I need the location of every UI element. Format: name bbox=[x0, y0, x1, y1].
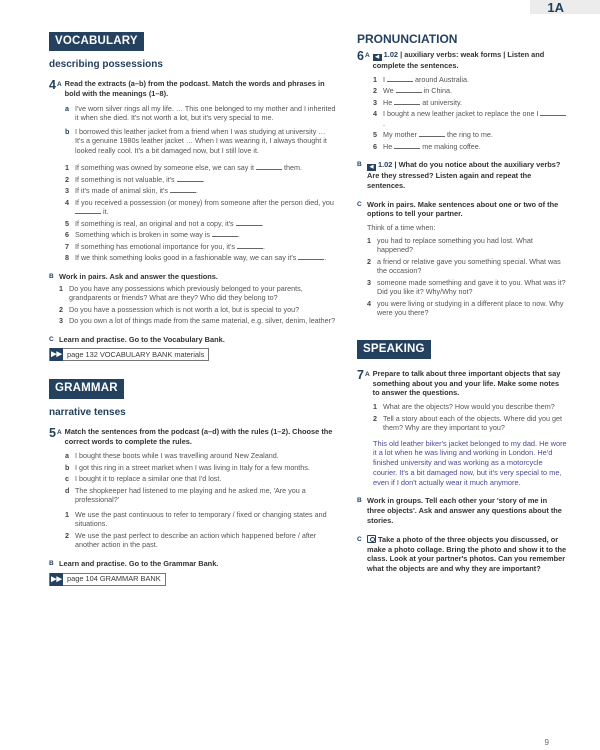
forward-arrow-icon: ▶▶ bbox=[50, 348, 63, 361]
extracts bbox=[49, 104, 336, 156]
right-column bbox=[357, 32, 567, 574]
answer-blank[interactable] bbox=[75, 207, 101, 214]
listening-sentences bbox=[357, 75, 567, 152]
forward-arrow-icon: ▶▶ bbox=[50, 573, 63, 586]
answer-blank[interactable] bbox=[212, 230, 238, 237]
option-item: 2 a friend or relative gave you something special. What was the occasion? bbox=[367, 256, 561, 276]
meaning-item: 6 Something which is broken in some way is . bbox=[65, 230, 241, 240]
exercise-6a: 6 A ◀ 1.02 | auxiliary verbs: weak forms | Listen and complete the sentences. bbox=[357, 48, 545, 70]
meaning-item: 4 If you received a possession (or money) from someone after the person died, you it. bbox=[65, 197, 334, 217]
options-list bbox=[357, 236, 567, 318]
exercise-number: 4 bbox=[49, 78, 56, 93]
sentence-item: a I bought these boots while I was travelling around New Zealand. bbox=[65, 451, 279, 461]
answer-blank[interactable] bbox=[177, 175, 203, 182]
exercise-4a bbox=[49, 79, 336, 99]
audio-speaker-icon[interactable]: ◀ bbox=[373, 54, 382, 61]
camera-icon bbox=[367, 535, 376, 543]
sentence-item: b I got this ring in a street market when I was living in Italy for a few months. bbox=[65, 462, 310, 472]
audio-speaker-icon[interactable]: ◀ bbox=[367, 164, 376, 171]
answer-blank[interactable] bbox=[396, 86, 422, 93]
answer-blank[interactable] bbox=[170, 186, 196, 193]
question-item: 3 Do you own a lot of things made from the same material, e.g. silver, denim, leather? bbox=[59, 316, 336, 326]
exercise-7a: 7 A Prepare to talk about three important objects that say something about you and your life. Make some notes to answer the questions. bbox=[357, 367, 561, 398]
meaning-item: 7 If something has emotional importance for you, it's . bbox=[65, 241, 265, 251]
answer-blank[interactable] bbox=[387, 75, 413, 82]
answer-blank[interactable] bbox=[394, 142, 420, 149]
speaking-banner: SPEAKING bbox=[357, 340, 431, 359]
answer-blank[interactable] bbox=[237, 242, 263, 249]
unit-label: 1A bbox=[547, 0, 564, 15]
answer-blank[interactable] bbox=[419, 130, 445, 137]
extract-a: a I've worn silver rings all my life. … This one belonged to my mother and I inherited it when she died. It's not worth a lot, but it's very special to me. bbox=[65, 103, 336, 123]
answer-blank[interactable] bbox=[394, 98, 420, 105]
listening-item: 4 I bought a new leather jacket to replace the one I . bbox=[373, 109, 567, 128]
exercise-letter: A bbox=[56, 81, 62, 89]
sentence-item: d The shopkeeper had listened to me playing and he asked me, 'Are you a professional?' bbox=[65, 485, 306, 505]
meaning-item: 1 If something was owned by someone else, we can say it them. bbox=[65, 163, 302, 173]
option-item: 4 you were living or studying in a different place to now. Why were you there? bbox=[367, 298, 564, 318]
questions-list bbox=[49, 284, 336, 326]
grammar-subhead: narrative tenses bbox=[49, 406, 126, 418]
meaning-item: 5 If something is real, an original and not a copy, it's . bbox=[65, 218, 264, 228]
vocabulary-banner: VOCABULARY bbox=[49, 32, 144, 51]
vocabulary-bank-ref: page 132 VOCABULARY BANK materials bbox=[67, 350, 205, 360]
extract-b: b I borrowed this leather jacket from a friend when I was studying at university … It's a genuine 1980s leather jacket … When I was wearing it, I always thought it looked really cool. It's a bit damaged now, but I still love it. bbox=[65, 126, 327, 155]
listening-item: 5 My mother the ring to me. bbox=[373, 130, 493, 140]
exercise-4b: B Work in pairs. Ask and answer the questions. bbox=[49, 271, 218, 281]
option-item: 1 you had to replace something you had lost. What happened? bbox=[367, 235, 533, 255]
top-bar bbox=[0, 0, 600, 14]
listening-item: 6 He me making coffee. bbox=[373, 141, 481, 151]
exercise-instruction: Read the extracts (a–b) from the podcast. Match the words and phrases in bold with the meanings (1–8). bbox=[64, 79, 325, 99]
prep-item: 1 What are the objects? How would you describe them? bbox=[373, 402, 555, 412]
prep-item: 2 Tell a story about each of the objects. Where did you get them? Why are they important to you? bbox=[373, 413, 562, 433]
exercise-7c: C Take a photo of the three objects you discussed, or make a photo collage. Bring the photo and show it to the class. Look at your partner's photos. Can you remember what the objects are and why they are important? bbox=[357, 534, 567, 574]
grammar-banner: GRAMMAR bbox=[49, 379, 124, 398]
podcast-sentences bbox=[49, 451, 336, 505]
exercise-6c: C Work in pairs. Make sentences about one or two of the options to tell your partner. bbox=[357, 199, 559, 219]
left-column bbox=[49, 32, 336, 586]
sentence-item: c I bought it to replace a similar one that I'd lost. bbox=[65, 474, 222, 484]
meanings-list bbox=[49, 163, 336, 263]
meaning-item: 8 If we think something looks good in a fashionable way, we can say it's . bbox=[65, 253, 327, 263]
rule-item: 2 We use the past perfect to describe an action which happened before / after another action in the past. bbox=[65, 530, 317, 550]
answer-blank[interactable] bbox=[236, 219, 262, 226]
answer-blank[interactable] bbox=[256, 163, 282, 170]
exercise-4c: C Learn and practise. Go to the Vocabulary Bank. bbox=[49, 334, 225, 344]
think-lead: Think of a time when: bbox=[367, 223, 436, 233]
question-item: 2 Do you have a possession which is not worth a lot, but is special to you? bbox=[59, 304, 300, 314]
meaning-item: 3 If it's made of animal skin, it's . bbox=[65, 186, 199, 196]
grammar-bank-link[interactable] bbox=[49, 573, 166, 586]
listening-item: 2 We in China. bbox=[373, 86, 453, 96]
meaning-item: 2 If something is not valuable, it's . bbox=[65, 174, 205, 184]
rule-item: 1 We use the past continuous to refer to temporary / fixed or changing states and situations. bbox=[65, 509, 327, 529]
answer-blank[interactable] bbox=[540, 109, 566, 116]
grammar-rules bbox=[49, 510, 336, 550]
exercise-5b: B Learn and practise. Go to the Grammar Bank. bbox=[49, 558, 219, 568]
sample-answer: This old leather biker's jacket belonged to my dad. He wore it a lot when he was living and working in London. He'd finished university and was working as a motorcycle courier. It's a bit damaged now, but it's very special to me, even if I don't actually wear it much anymore. bbox=[373, 438, 567, 487]
pronunciation-title: PRONUNCIATION bbox=[357, 32, 458, 46]
option-item: 3 someone made something and gave it to you. What was it? Did you like it? Why/Why not? bbox=[367, 277, 566, 297]
unit-badge bbox=[530, 0, 600, 14]
exercise-6b: B ◀ 1.02 | What do you notice about the auxiliary verbs? Are they stressed? Listen again and repeat the sentences. bbox=[357, 160, 561, 190]
question-item: 1 Do you have any possessions which previously belonged to your parents, grandparents or friends? What are they? Who did they belong to? bbox=[59, 283, 303, 303]
vocabulary-bank-link[interactable] bbox=[49, 348, 209, 361]
exercise-7b: B Work in groups. Tell each other your 'story of me in three objects'. Ask and answer any questions about the stories. bbox=[357, 496, 562, 525]
listening-item: 3 He at university. bbox=[373, 97, 463, 107]
vocabulary-subhead: describing possessions bbox=[49, 59, 163, 71]
prep-questions bbox=[357, 402, 567, 433]
page-number: 9 bbox=[544, 738, 549, 747]
answer-blank[interactable] bbox=[298, 253, 324, 260]
listening-item: 1 I around Australia. bbox=[373, 74, 469, 84]
grammar-bank-ref: page 104 GRAMMAR BANK bbox=[67, 574, 161, 584]
exercise-5a: 5 A Match the sentences from the podcast (a–d) with the rules (1–2). Choose the correct words to complete the rules. bbox=[49, 425, 333, 446]
